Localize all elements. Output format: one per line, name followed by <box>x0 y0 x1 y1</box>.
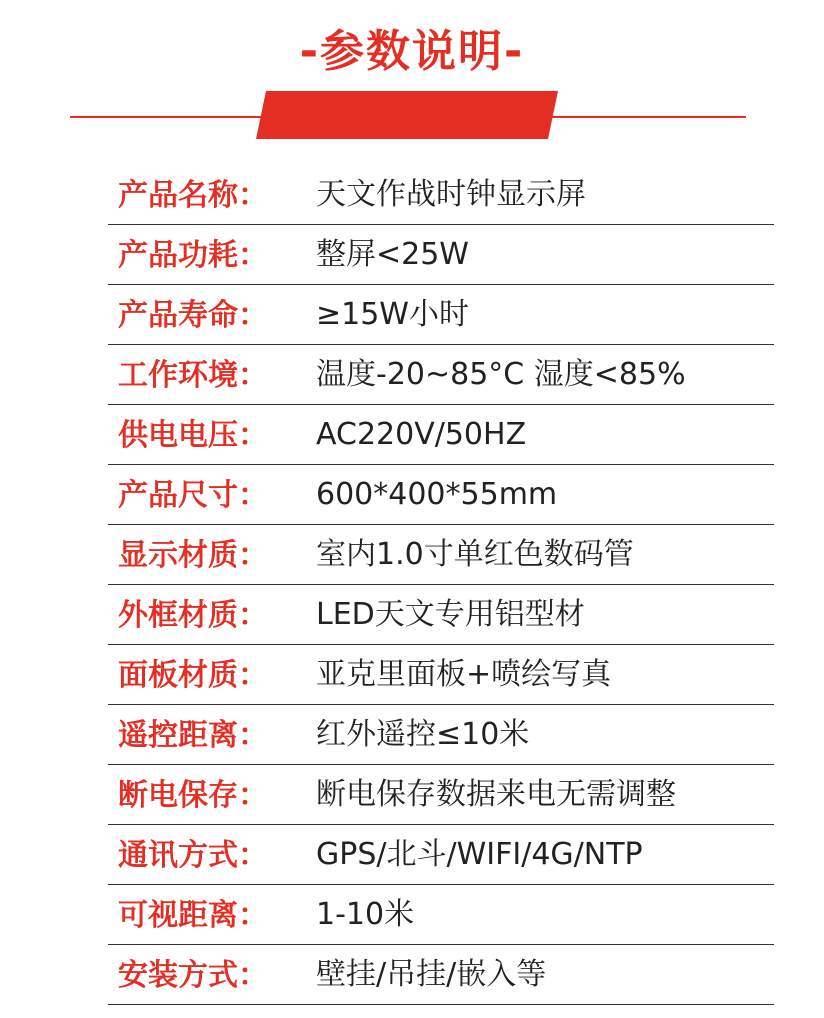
param-label: 面板材质： <box>118 658 268 693</box>
param-label: 外框材质： <box>118 598 268 633</box>
param-label: 显示材质： <box>118 538 268 573</box>
param-value: 1-10米 <box>316 897 415 932</box>
param-value: 600*400*55mm <box>316 477 558 512</box>
param-row-viewing-distance <box>108 885 774 945</box>
param-value: LED天文专用铝型材 <box>316 597 585 632</box>
param-label: 产品尺寸： <box>118 478 268 513</box>
param-row-installation <box>108 945 774 1005</box>
param-row-power-off-save <box>108 765 774 825</box>
param-value: GPS/北斗/WIFI/4G/NTP <box>316 837 643 872</box>
param-row-lifespan <box>108 285 774 345</box>
param-value: 温度-20~85°C 湿度<85% <box>316 357 686 392</box>
param-row-panel-material <box>108 645 774 705</box>
param-value: AC220V/50HZ <box>316 417 527 452</box>
parameter-table <box>108 165 774 1005</box>
param-label: 断电保存： <box>118 778 268 813</box>
header-banner-shape <box>256 91 558 139</box>
param-value: 亚克里面板+喷绘写真 <box>316 657 612 692</box>
param-value: ≥15W小时 <box>316 297 469 332</box>
param-value: 壁挂/吊挂/嵌入等 <box>316 957 547 992</box>
page-title: -参数说明- <box>299 26 525 77</box>
param-row-voltage <box>108 405 774 465</box>
param-row-display-material <box>108 525 774 585</box>
param-row-frame-material <box>108 585 774 645</box>
param-row-size <box>108 465 774 525</box>
param-label: 产品名称： <box>118 178 268 213</box>
param-row-power <box>108 225 774 285</box>
param-value: 断电保存数据来电无需调整 <box>316 777 676 812</box>
param-row-environment <box>108 345 774 405</box>
param-label: 产品功耗： <box>118 238 268 273</box>
param-value: 红外遥控≤10米 <box>316 717 530 752</box>
param-value: 整屏<25W <box>316 237 469 272</box>
param-label: 遥控距离： <box>118 718 268 753</box>
param-row-remote-distance <box>108 705 774 765</box>
banner-parallelogram <box>256 91 558 139</box>
param-row-product-name <box>108 165 774 225</box>
param-row-communication <box>108 825 774 885</box>
param-value: 天文作战时钟显示屏 <box>316 177 586 212</box>
param-label: 通讯方式： <box>118 838 268 873</box>
param-label: 供电电压： <box>118 418 268 453</box>
param-label: 产品寿命： <box>118 298 268 333</box>
param-value: 室内1.0寸单红色数码管 <box>316 537 634 572</box>
param-label: 工作环境： <box>118 358 268 393</box>
param-label: 安装方式： <box>118 958 268 993</box>
param-label: 可视距离： <box>118 898 268 933</box>
